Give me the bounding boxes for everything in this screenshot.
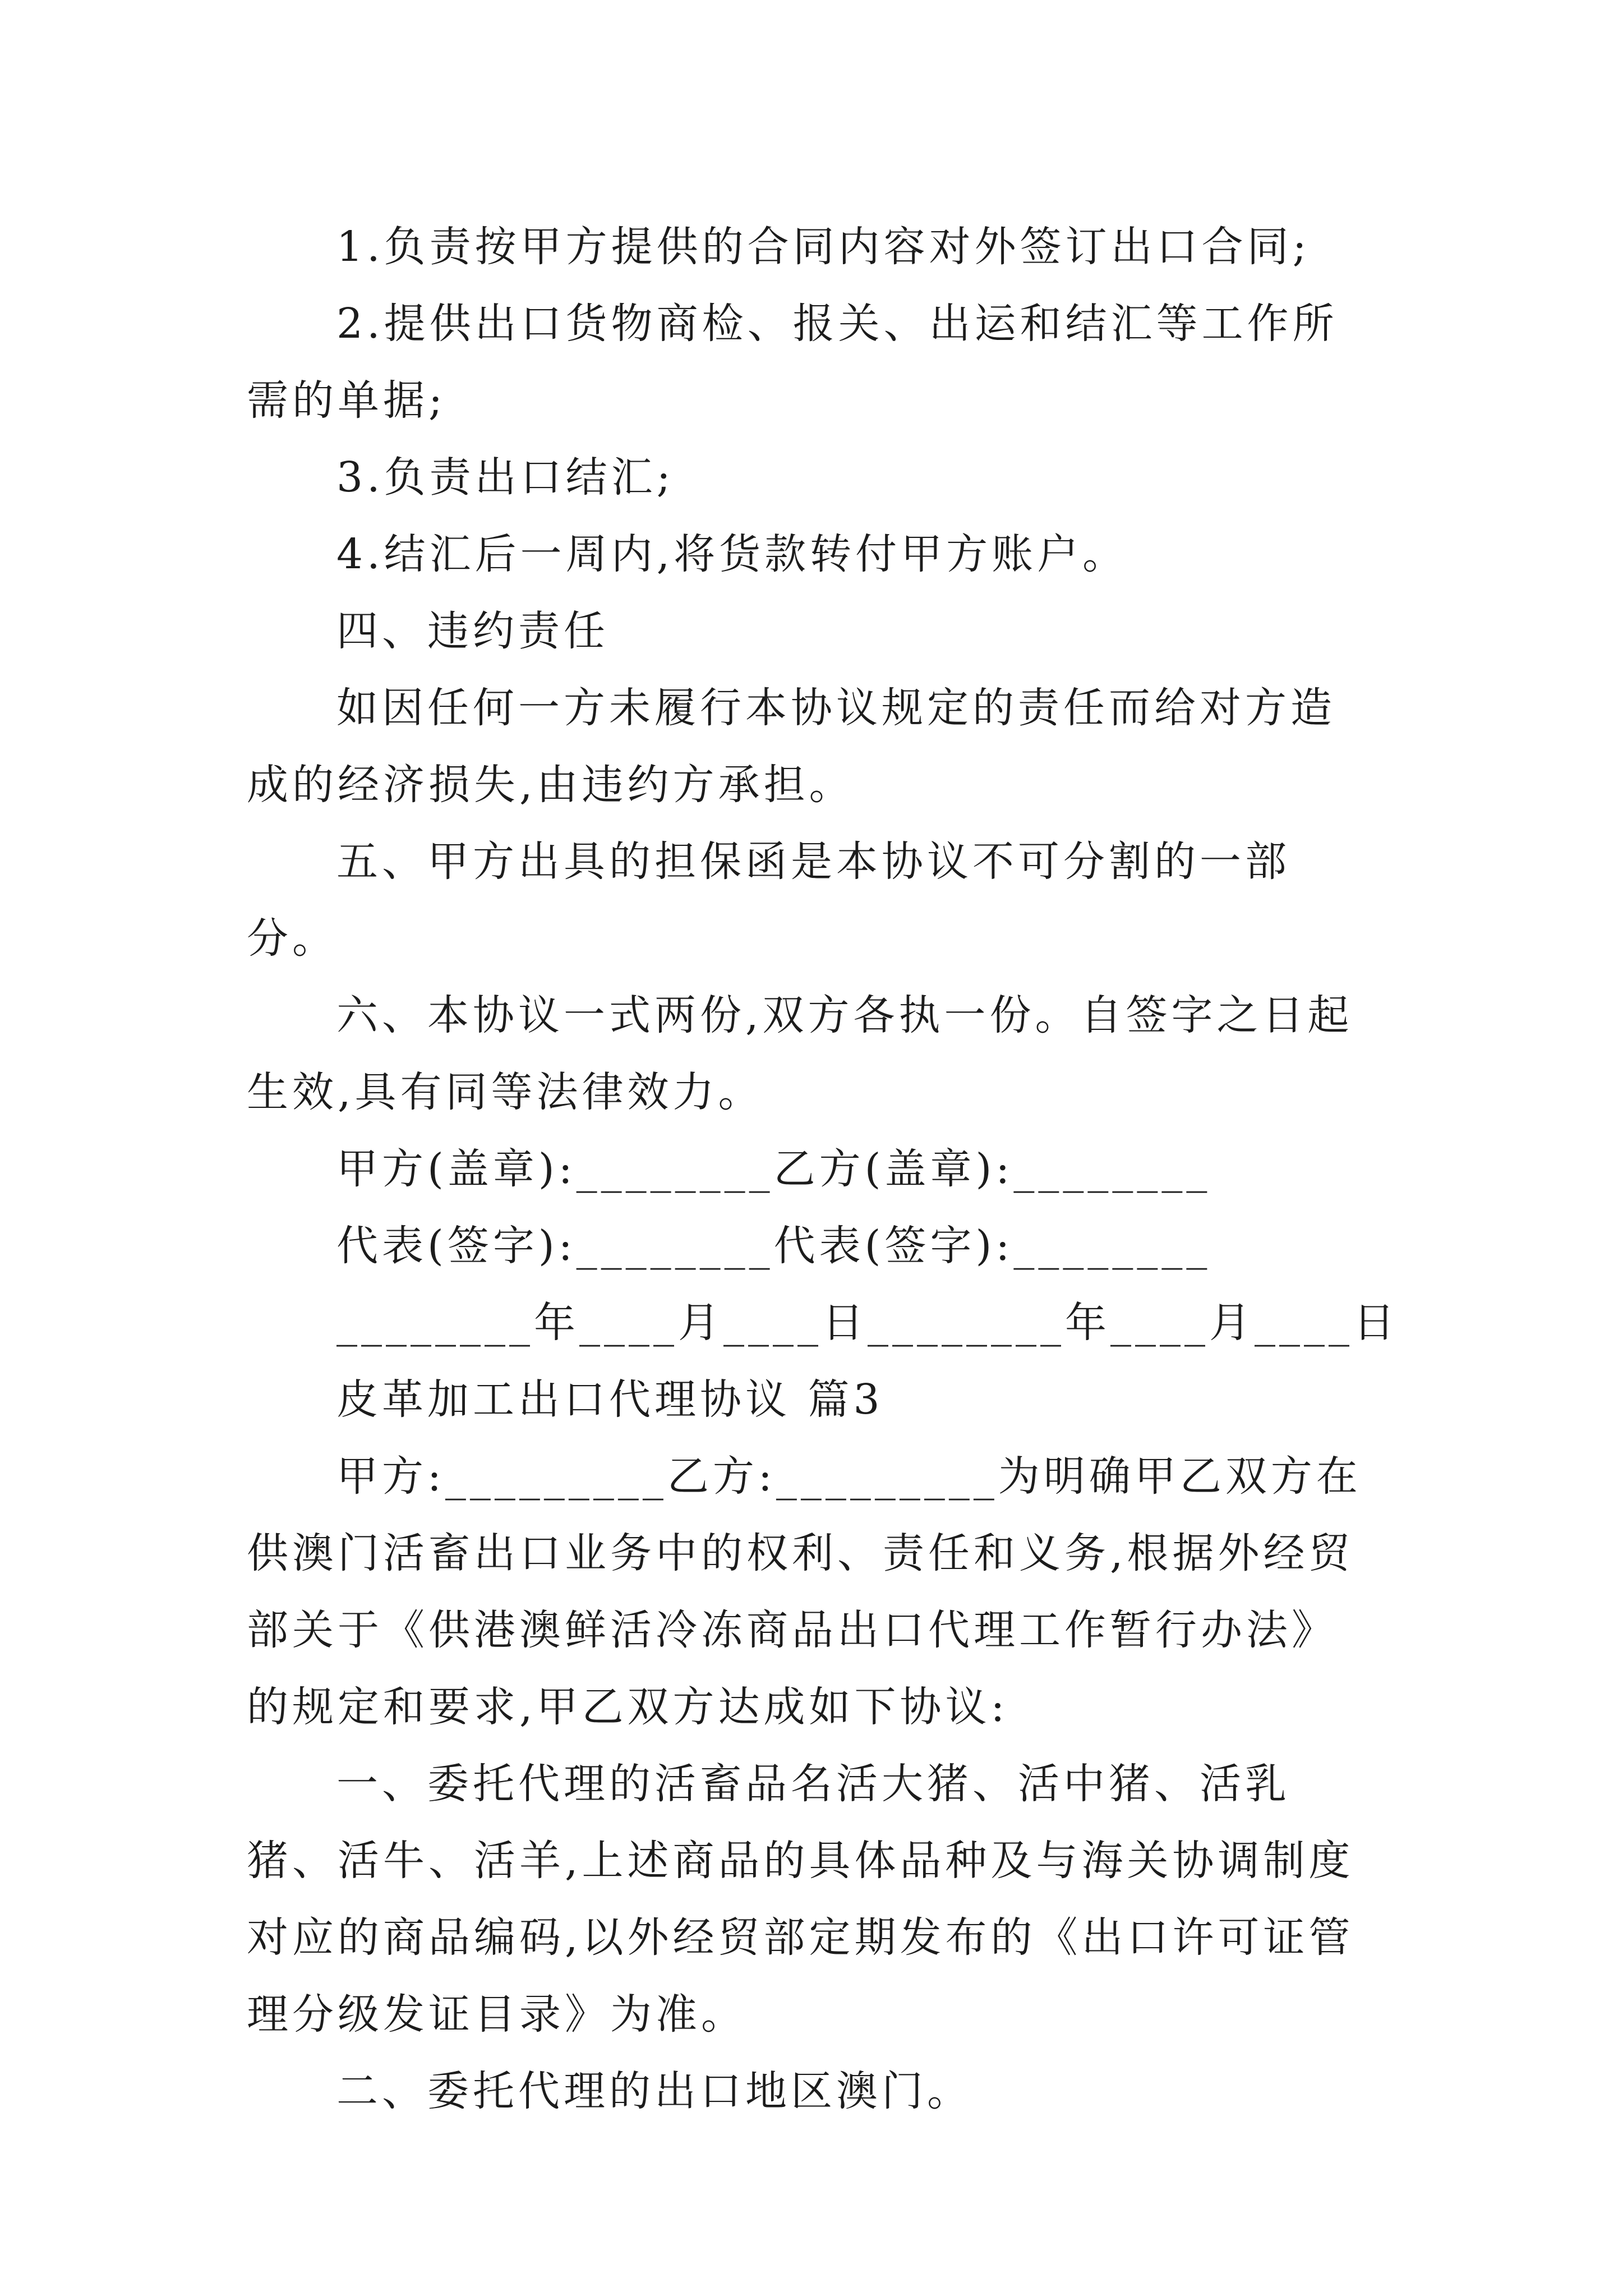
clause-1: 1.负责按甲方提供的合同内容对外签订出口合同; bbox=[336, 223, 1311, 271]
agreement-title: 皮革加工出口代理协议 篇3 bbox=[336, 1375, 884, 1424]
clause-4: 4.结汇后一周内,将货款转付甲方账户。 bbox=[336, 530, 1128, 578]
breach-paragraph: 如因任何一方未履行本协议规定的责任而给对方造成的经济损失,由违约方承担。 bbox=[247, 684, 1336, 809]
clause-3: 3.负责出口结汇; bbox=[336, 453, 675, 501]
clause-2: 2.提供出口货物商检、报关、出运和结汇等工作所需的单据; bbox=[247, 300, 1338, 425]
section-heading-breach: 四、违约责任 bbox=[336, 607, 609, 655]
document-body bbox=[247, 209, 1399, 2130]
intro-paragraph: 甲方:_________乙方:_________为明确甲乙双方在供澳门活畜出口业务中的权利、责任和义务,根据外经贸部关于《供港澳鲜活冷冻商品出口代理工作暂行办法》的规定和要求,甲乙双方达成如下协议: bbox=[247, 1452, 1362, 1731]
seal-line: 甲方(盖章):________乙方(盖章):________ bbox=[336, 1145, 1211, 1193]
section-two: 二、委托代理的出口地区澳门。 bbox=[336, 2067, 972, 2115]
signature-line: 代表(签字):________代表(签字):________ bbox=[336, 1222, 1211, 1270]
section-six: 六、本协议一式两份,双方各执一份。自签字之日起生效,具有同等法律效力。 bbox=[247, 991, 1353, 1116]
section-five: 五、甲方出具的担保函是本协议不可分割的一部分。 bbox=[247, 838, 1290, 963]
section-one: 一、委托代理的活畜品名活大猪、活中猪、活乳猪、活牛、活羊,上述商品的具体品种及与海关协调制度对应的商品编码,以外经贸部定期发布的《出口许可证管理分级发证目录》为准。 bbox=[247, 1760, 1354, 2039]
date-line: ________年____月____日________年____月____日 bbox=[336, 1299, 1399, 1347]
